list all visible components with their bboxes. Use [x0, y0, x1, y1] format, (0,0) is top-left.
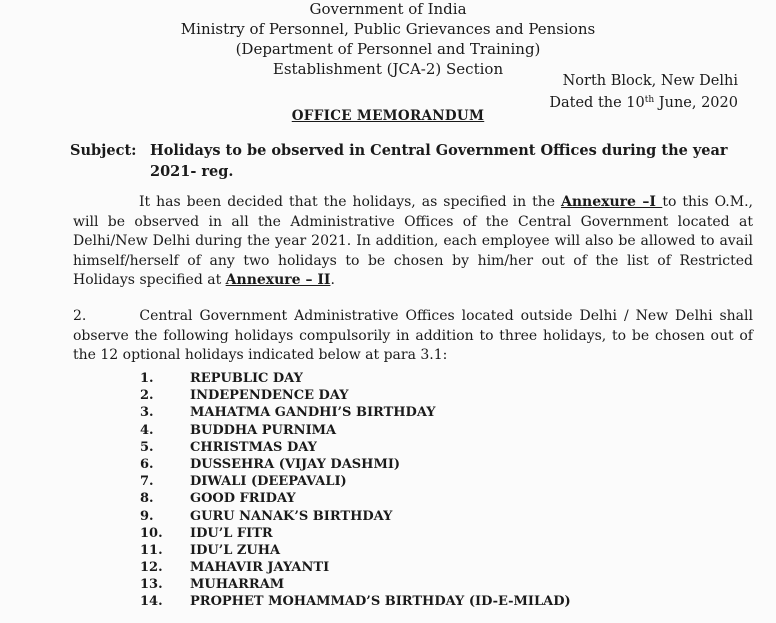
holiday-name: MAHATMA GANDHI’S BIRTHDAY	[190, 405, 436, 421]
holiday-number: 3.	[140, 405, 154, 421]
date-suffix: June, 2020	[654, 95, 738, 111]
holiday-number: 6.	[140, 456, 154, 472]
holiday-name: DIWALI (DEEPAVALI)	[190, 474, 347, 490]
para2-text: Central Government Administrative Offices located outside Delhi / New Delhi shall observe the following holidays compulsorily in addition to three holidays, to be chosen out of the 12 optional holidays indicated below at para 3.1:	[73, 308, 753, 363]
holiday-name: CHRISTMAS DAY	[190, 439, 317, 455]
annexure-1-ref: Annexure –I	[561, 194, 663, 210]
memo-title-row	[0, 108, 776, 124]
holiday-number: 13.	[140, 577, 163, 593]
holiday-name: GURU NANAK’S BIRTHDAY	[190, 508, 393, 524]
subject-text: Holidays to be observed in Central Government Offices during the year 2021- reg.	[150, 142, 728, 180]
holiday-number: 1.	[140, 371, 154, 386]
place-location: North Block, New Delhi	[562, 73, 738, 89]
holiday-number: 4.	[140, 422, 154, 438]
holiday-name: GOOD FRIDAY	[190, 491, 296, 507]
para1-text-b: to this O.M., will be observed in all the Administrative Offices of the Central Government located at Delhi/New Delhi during the year 2021. In addition, each employee will also be allowed to avail himself/herself of any two holidays to be chosen by him/her out of the list of Restricted Holidays specified at	[73, 194, 753, 288]
para1-text-a: It has been decided that the holidays, as specified in the	[139, 194, 561, 210]
holiday-name: DUSSEHRA (VIJAY DASHMI)	[190, 456, 401, 472]
para1-text-c: .	[330, 272, 335, 288]
holiday-number: 5.	[140, 439, 154, 455]
memo-title: OFFICE MEMORANDUM	[291, 108, 485, 124]
holiday-name: PROPHET MOHAMMAD’S BIRTHDAY (ID-E-MILAD)	[190, 594, 571, 610]
holiday-number: 8.	[140, 491, 154, 507]
holiday-name: BUDDHA PURNIMA	[190, 422, 337, 438]
holiday-name: INDEPENDENCE DAY	[190, 388, 349, 404]
holiday-number: 12.	[140, 560, 163, 576]
holiday-name: IDU’L ZUHA	[190, 542, 281, 558]
annexure-2-ref: Annexure – II	[225, 272, 331, 288]
holiday-name: IDU’L FITR	[190, 525, 273, 541]
paragraph-2	[73, 307, 753, 366]
holiday-number: 7.	[140, 474, 154, 490]
holiday-number: 9.	[140, 508, 154, 524]
subject-label: Subject:	[70, 142, 137, 159]
holiday-name: MAHAVIR JAYANTI	[190, 560, 330, 576]
header-government: Government of India	[309, 0, 467, 18]
place-date-block	[549, 72, 738, 113]
date-prefix: Dated the 10	[549, 95, 645, 111]
header-section: Establishment (JCA-2) Section	[272, 60, 504, 78]
holiday-name: REPUBLIC DAY	[190, 371, 303, 386]
holiday-name: MUHARRAM	[190, 577, 285, 593]
date-superscript: th	[644, 95, 655, 105]
paragraph-1	[73, 193, 753, 291]
holiday-number: 14.	[140, 594, 163, 610]
holiday-number: 2.	[140, 388, 154, 404]
header-ministry: Ministry of Personnel, Public Grievances and Pensions	[180, 20, 596, 38]
holiday-number: 10.	[140, 525, 163, 541]
header-department: (Department of Personnel and Training)	[235, 40, 541, 58]
para2-number: 2.	[73, 308, 87, 324]
holiday-number: 11.	[140, 542, 163, 558]
